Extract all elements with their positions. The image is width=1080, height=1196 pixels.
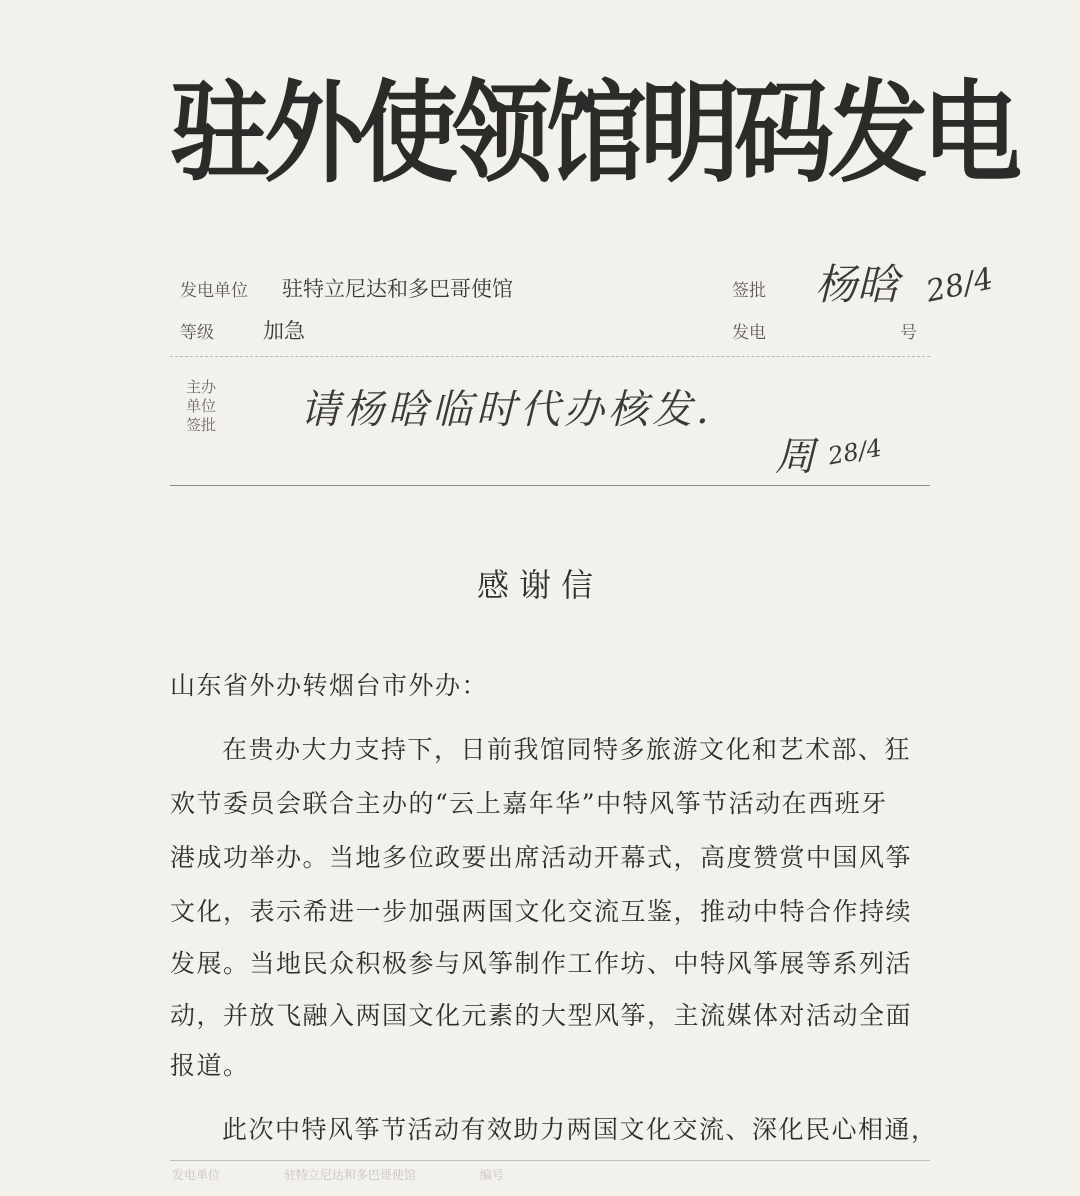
host-date: 28/4 [825, 433, 884, 471]
approval-signature: 杨晗 [815, 260, 900, 309]
approval-label: 签批 [732, 281, 766, 301]
paragraph-line: 发展。当地民众积极参与风筝制作工作坊、中特风筝展等系列活 [170, 949, 913, 978]
sender-label: 发电单位 [180, 281, 248, 301]
letter-title: 感谢信 [476, 566, 603, 604]
number-label: 号 [900, 323, 917, 343]
masthead-title: 驻外使领馆明码发电 [170, 68, 1016, 198]
send-label: 发电 [732, 323, 766, 343]
meta-divider [170, 356, 930, 357]
paragraph-line: 港成功举办。当地多位政要出席活动开幕式，高度赞赏中国风筝 [170, 843, 913, 872]
host-label-line: 主办 [186, 378, 217, 396]
host-handwritten-note: 请杨晗临时代办核发. [300, 387, 713, 433]
paragraph-line: 此次中特风筝节活动有效助力两国文化交流、深化民心相通， [222, 1115, 938, 1144]
level-value: 加急 [263, 319, 305, 343]
sender-value: 驻特立尼达和多巴哥使馆 [282, 277, 513, 301]
host-signature: 周 [775, 434, 815, 480]
footer-item: 编号 [479, 1168, 504, 1182]
level-label: 等级 [180, 323, 214, 343]
header-divider [170, 485, 930, 486]
paragraph-line: 文化，表示希进一步加强两国文化交流互鉴，推动中特合作持续 [170, 897, 913, 926]
paragraph-line: 在贵办大力支持下，日前我馆同特多旅游文化和艺术部、狂 [222, 735, 912, 764]
footer [172, 1166, 564, 1183]
paragraph-line: 报道。 [170, 1051, 250, 1080]
footer-item: 发电单位 [172, 1168, 221, 1182]
salutation: 山东省外办转烟台市外办： [170, 671, 489, 700]
host-label-line: 单位 [186, 397, 217, 415]
footer-item: 驻特立尼达和多巴哥使馆 [283, 1168, 416, 1182]
footer-divider [170, 1160, 930, 1161]
approval-date: 28/4 [923, 261, 997, 310]
host-label [186, 378, 216, 435]
paragraph-line: 动，并放飞融入两国文化元素的大型风筝，主流媒体对活动全面 [170, 1001, 913, 1030]
paragraph-line: 欢节委员会联合主办的“云上嘉年华”中特风筝节活动在西班牙 [170, 789, 888, 818]
host-label-line: 签批 [186, 416, 217, 434]
